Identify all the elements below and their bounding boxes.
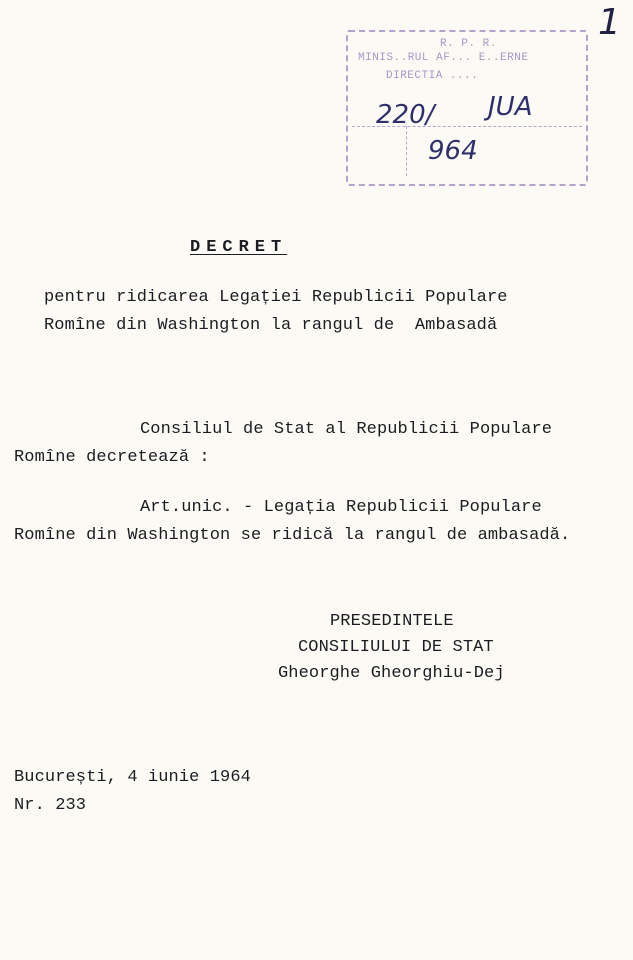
body-line-2: Romîne decretează : (14, 448, 210, 467)
body-line-1: Consiliul de Stat al Republicii Populare (140, 420, 553, 439)
article-line-2: Romîne din Washington se ridică la rangul de ambasadă. (14, 526, 571, 545)
stamp-code: JUA (488, 92, 533, 122)
signature-name: Gheorghe Gheorghiu-Dej (278, 664, 505, 683)
article-line-1: Art.unic. - Legația Republicii Populare (140, 498, 542, 517)
subtitle-line-2: Romîne din Washington la rangul de Ambasadă (44, 316, 498, 335)
stamp-directorate: DIRECTIA .... (386, 70, 479, 82)
stamp-ministry: MINIS..RUL AF... E..ERNE (358, 52, 529, 64)
stamp-country: R. P. R. (440, 38, 497, 50)
subtitle-line-1: pentru ridicarea Legației Republicii Populare (44, 288, 508, 307)
stamp-divider-vertical (406, 126, 407, 176)
place-date: București, 4 iunie 1964 (14, 768, 251, 787)
document-title: DECRET (190, 238, 288, 257)
stamp-year: 964 (428, 136, 478, 166)
stamp-registration-number: 220/ (376, 100, 435, 130)
page-number: 1 (598, 2, 621, 43)
document-number: Nr. 233 (14, 796, 87, 815)
signature-council: CONSILIULUI DE STAT (298, 638, 494, 657)
signature-title: PRESEDINTELE (330, 612, 454, 631)
